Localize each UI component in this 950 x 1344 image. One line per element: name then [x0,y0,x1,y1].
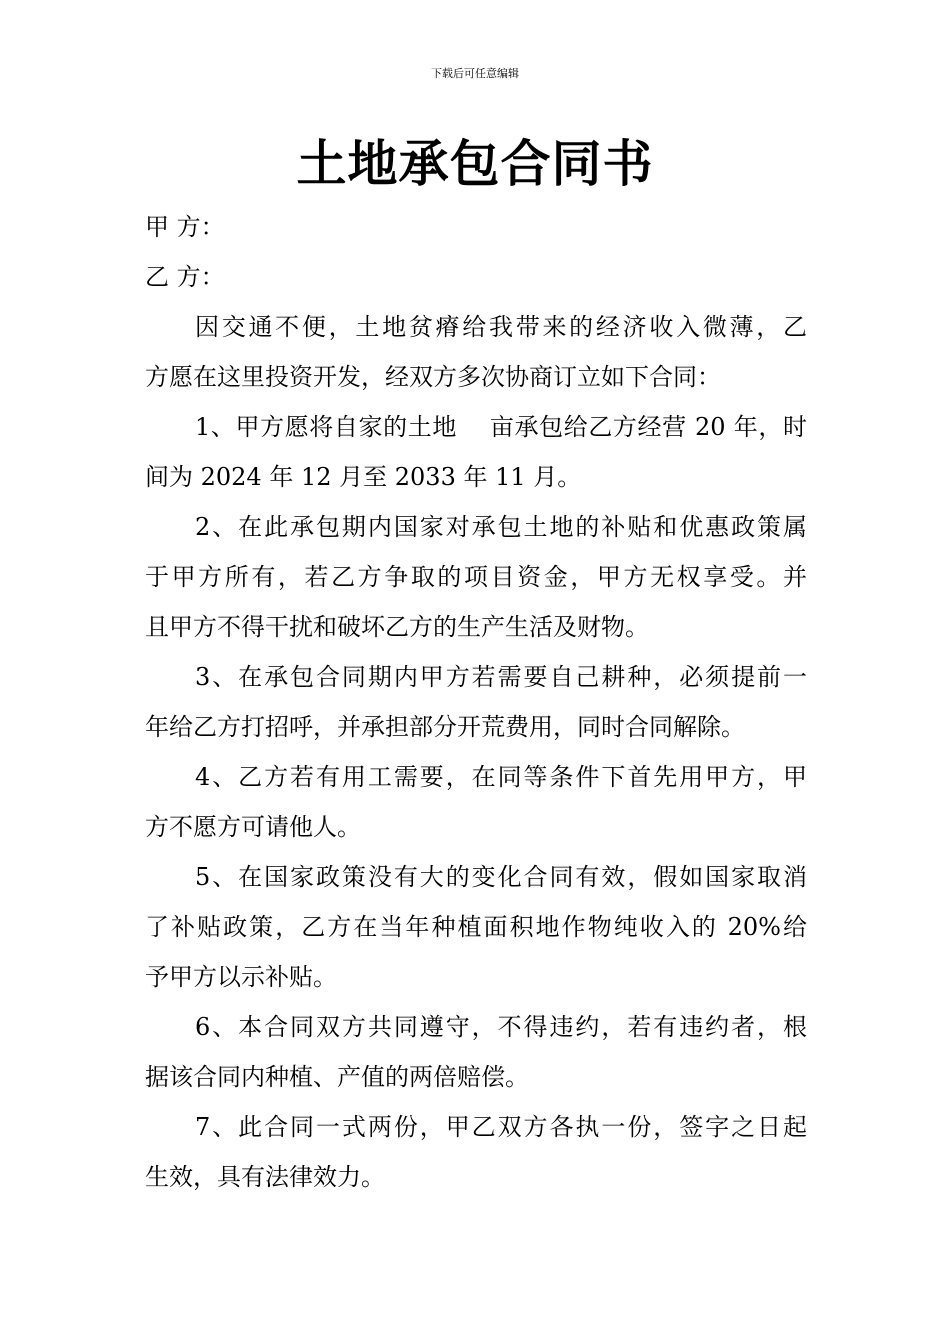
contract-body [145,202,807,1202]
paragraph-line: 7、此合同一式两份，甲乙双方各执一份，签字之日起 [195,1113,807,1141]
clause-7 [145,1102,807,1202]
paragraph-line: 予甲方以示补贴。 [145,963,337,991]
paragraph-line: 方愿在这里投资开发，经双方多次协商订立如下合同： [145,363,721,391]
intro-paragraph [145,302,807,402]
clause-1 [145,402,807,502]
clause-6 [145,1002,807,1102]
paragraph-line: 4、乙方若有用工需要，在同等条件下首先用甲方，甲 [195,763,807,791]
paragraph-line: 1、甲方愿将自家的土地 亩承包给乙方经营 20 年，时 [195,413,807,441]
paragraph-line: 了补贴政策，乙方在当年种植面积地作物纯收入的 20%给 [145,913,807,941]
clause-4 [145,752,807,852]
document-title: 土地承包合同书 [296,134,654,193]
paragraph-line: 因交通不便，土地贫瘠给我带来的经济收入微薄，乙 [195,313,807,341]
header-note: 下载后可任意编辑 [431,67,519,80]
paragraph-line: 间为 2024 年 12 月至 2033 年 11 月。 [145,463,582,491]
clause-3 [145,652,807,752]
party-b-line: 乙 方： [145,263,225,291]
paragraph-line: 3、在承包合同期内甲方若需要自己耕种，必须提前一 [195,663,807,691]
paragraph-line: 年给乙方打招呼，并承担部分开荒费用，同时合同解除。 [145,713,745,741]
clause-2 [145,502,807,652]
paragraph-line: 6、本合同双方共同遵守，不得违约，若有违约者，根 [195,1013,807,1041]
paragraph-line: 据该合同内种植、产值的两倍赔偿。 [145,1063,529,1091]
paragraph-line: 且甲方不得干扰和破坏乙方的生产生活及财物。 [145,613,649,641]
paragraph-line: 2、在此承包期内国家对承包土地的补贴和优惠政策属 [195,513,807,541]
paragraph-line: 生效，具有法律效力。 [145,1163,385,1191]
paragraph-line: 于甲方所有，若乙方争取的项目资金，甲方无权享受。并 [145,563,807,591]
clause-5 [145,852,807,1002]
paragraph-line: 方不愿方可请他人。 [145,813,361,841]
party-a-line: 甲 方： [145,213,225,241]
paragraph-line: 5、在国家政策没有大的变化合同有效，假如国家取消 [195,863,807,891]
